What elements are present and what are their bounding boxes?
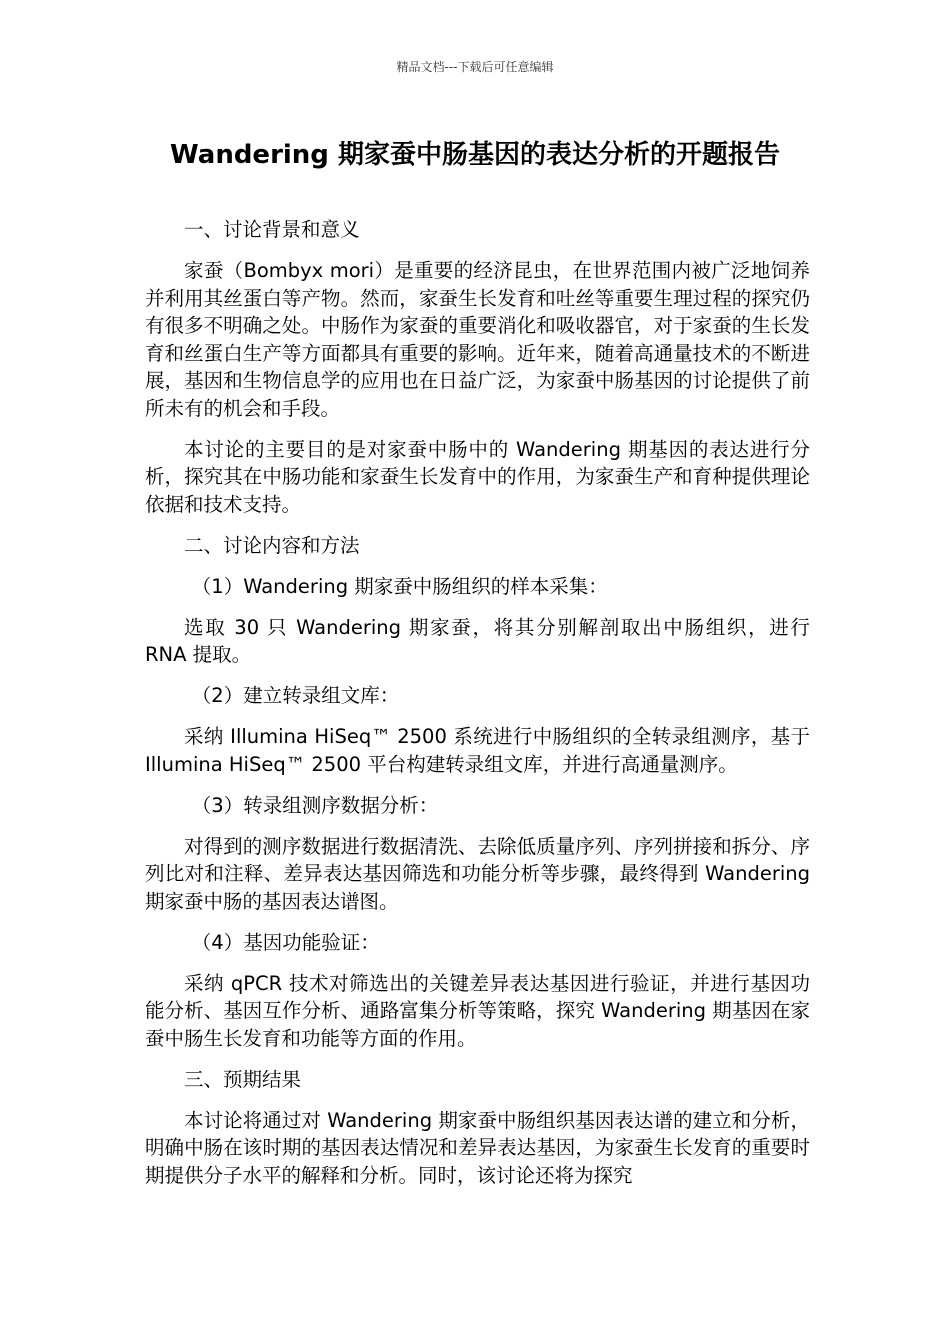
subheading-sample-collection: （1）Wandering 期家蚕中肠组织的样本采集：: [191, 574, 608, 598]
section-heading-expected-results: 三、预期结果: [184, 1067, 302, 1091]
section-heading-methods: 二、讨论内容和方法: [184, 533, 360, 557]
paragraph-library: 采纳 Illumina HiSeq™ 2500 系统进行中肠组织的全转录组测序，基于 Illumina HiSeq™ 2500 平台构建转录组文库，并进行高通量测序。: [145, 725, 810, 776]
subheading-data-analysis: （3）转录组测序数据分析：: [191, 793, 439, 817]
document-body: [145, 216, 810, 1203]
document-title: Wandering 期家蚕中肠基因的表达分析的开题报告: [170, 140, 780, 170]
paragraph-background: 家蚕（Bombyx mori）是重要的经济昆虫，在世界范围内被广泛地饲养并利用其丝蛋白等产物。然而，家蚕生长发育和吐丝等重要生理过程的探究仍有很多不明确之处。中肠作为家蚕的重要消化和吸收器官，对于家蚕的生长发育和丝蛋白生产等方面都具有重要的影响。近年来，随着高通量技术的不断进展，基因和生物信息学的应用也在日益广泛，为家蚕中肠基因的讨论提供了前所未有的机会和手段。: [145, 259, 810, 420]
paragraph-expected-results: 本讨论将通过对 Wandering 期家蚕中肠组织基因表达谱的建立和分析，明确中肠在该时期的基因表达情况和差异表达基因，为家蚕生长发育的重要时期提供分子水平的解释和分析。同时，该讨论还将为探究: [145, 1108, 810, 1187]
page-header-watermark: 精品文档---下载后可任意编辑: [396, 60, 554, 74]
paragraph-validation: 采纳 qPCR 技术对筛选出的关键差异表达基因进行验证，并进行基因功能分析、基因互作分析、通路富集分析等策略，探究 Wandering 期基因在家蚕中肠生长发育和功能等方面的作用。: [145, 971, 810, 1050]
section-heading-background: 一、讨论背景和意义: [184, 218, 360, 241]
paragraph-data-analysis: 对得到的测序数据进行数据清洗、去除低质量序列、序列拼接和拆分、序列比对和注释、差异表达基因筛选和功能分析等步骤，最终得到 Wandering 期家蚕中肠的基因表达谱图。: [145, 834, 810, 913]
paragraph-sample-collection: 选取 30 只 Wandering 期家蚕，将其分别解剖取出中肠组织，进行 RNA 提取。: [145, 615, 810, 666]
subheading-library: （2）建立转录组文库：: [191, 684, 400, 707]
paragraph-purpose: 本讨论的主要目的是对家蚕中肠中的 Wandering 期基因的表达进行分析，探究其在中肠功能和家蚕生长发育中的作用，为家蚕生产和育种提供理论依据和技术支持。: [145, 437, 810, 516]
subheading-validation: （4）基因功能验证：: [191, 930, 380, 954]
